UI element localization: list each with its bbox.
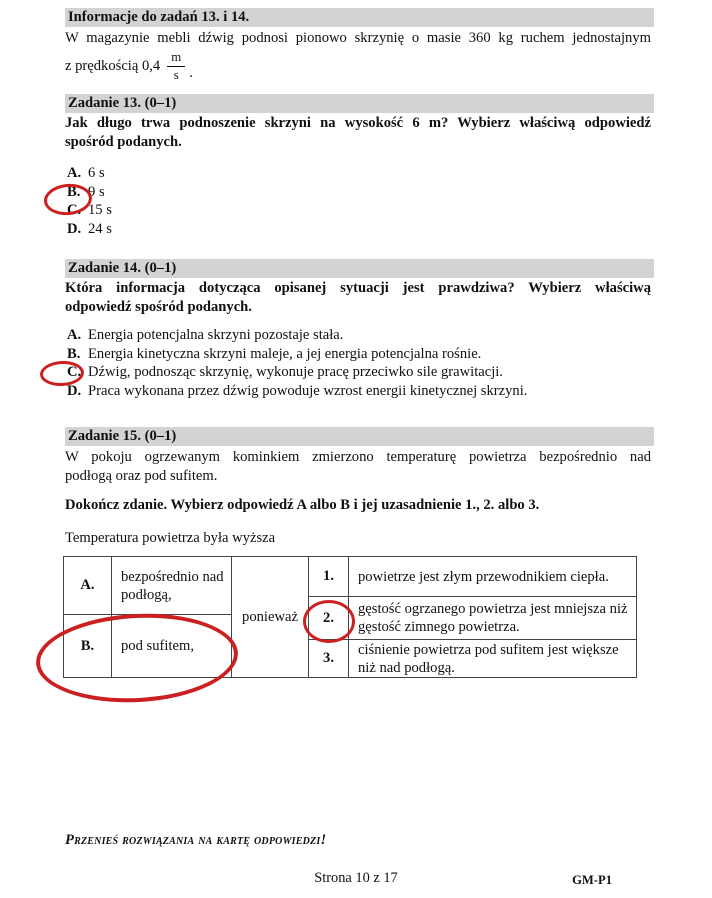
option-text: Energia potencjalna skrzyni pozostaje stała. xyxy=(88,327,344,343)
option-letter: B. xyxy=(67,183,81,200)
task14-options xyxy=(65,326,651,400)
option-text: Energia kinetyczna skrzyni maleje, a jej energia potencjalna rośnie. xyxy=(88,345,482,362)
option-letter: A. xyxy=(67,165,82,181)
speed-text: z prędkością 0,4 xyxy=(65,57,161,74)
task14-option-c xyxy=(65,363,651,382)
task13-header: Zadanie 13. (0–1) xyxy=(65,94,654,113)
task14-option-d xyxy=(65,382,651,401)
task13-option-c xyxy=(65,201,651,220)
task15-instruction: Dokończ zdanie. Wybierz odpowiedź A albo B i jej uzasadnienie 1., 2. albo 3. xyxy=(65,497,540,513)
task13-option-d xyxy=(65,220,651,239)
task15-intro-line1: W pokoju ogrzewanym kominkiem zmierzono temperaturę powietrza bezpośrednio nad xyxy=(65,449,651,465)
option-text: Praca wykonana przez dźwig powoduje wzrost energii kinetycznej skrzyni. xyxy=(88,382,528,399)
option-text: Dźwig, podnosząc skrzynię, wykonuje pracę przeciwko sile grawitacji. xyxy=(88,364,503,380)
option-letter: C. xyxy=(67,364,82,380)
reason-row-3 xyxy=(309,640,636,677)
fraction-denominator: s xyxy=(173,67,179,82)
task14-option-b xyxy=(65,345,651,364)
task13-question-line1: Jak długo trwa podnoszenie skrzyni na wysokość 6 m? Wybierz właściwą odpowiedź xyxy=(65,115,651,131)
option-text: 6 s xyxy=(88,165,105,181)
answer-row-b xyxy=(64,615,231,677)
reason-row-1 xyxy=(309,557,636,597)
option-letter: D. xyxy=(67,382,82,399)
reason-text: ciśnienie powietrza pod sufitem jest większe niż nad podłogą. xyxy=(358,641,619,676)
option-text: 24 s xyxy=(88,220,112,237)
option-letter: A. xyxy=(67,327,82,343)
answer-row-a xyxy=(64,557,231,615)
document-code: GM-P1 xyxy=(572,873,612,887)
option-text: 9 s xyxy=(88,183,105,200)
info-section-header: Informacje do zadań 13. i 14. xyxy=(65,8,654,27)
reason-label: 3. xyxy=(309,640,349,677)
task14-option-a xyxy=(65,326,651,345)
task15-header: Zadanie 15. (0–1) xyxy=(65,427,654,446)
reason-column-group xyxy=(309,557,636,677)
transfer-answers-note: Przenieś rozwiązania na kartę odpowiedzi! xyxy=(65,832,327,848)
answer-text: bezpośrednio nad podłogą, xyxy=(121,568,224,603)
page-number: Strona 10 z 17 xyxy=(314,870,398,886)
task15-answer-table xyxy=(63,556,637,678)
task15-intro-line2: podłogą oraz pod sufitem. xyxy=(65,468,218,484)
reason-text: gęstość ogrzanego powietrza jest mniejsza niż gęstość zimnego powietrza. xyxy=(358,601,628,635)
meters-per-second-fraction xyxy=(167,51,185,82)
sentence-period: . xyxy=(189,64,193,81)
reason-row-2 xyxy=(309,597,636,640)
info-paragraph-line2 xyxy=(65,51,651,82)
task14-header: Zadanie 14. (0–1) xyxy=(65,259,654,278)
task13-question-line2: spośród podanych. xyxy=(65,134,182,150)
info-paragraph-line1: W magazynie mebli dźwig podnosi pionowo skrzynię o masie 360 kg ruchem jednostajnym xyxy=(65,30,651,46)
option-letter: D. xyxy=(67,220,82,237)
reason-label: 2. xyxy=(309,597,349,639)
option-letter: B. xyxy=(67,345,81,362)
fraction-numerator: m xyxy=(167,51,185,67)
reason-text: powietrze jest złym przewodnikiem ciepła. xyxy=(358,568,609,585)
task13-option-a xyxy=(65,164,651,183)
reason-label: 1. xyxy=(309,557,349,596)
answer-label: B. xyxy=(64,615,112,677)
answer-column-group xyxy=(64,557,232,677)
answer-label: A. xyxy=(64,557,112,614)
task13-options xyxy=(65,164,651,238)
option-letter: C. xyxy=(67,202,82,218)
task13-option-b xyxy=(65,183,651,202)
connector-cell: ponieważ xyxy=(232,557,309,677)
option-text: 15 s xyxy=(88,202,112,218)
task14-question-line2: odpowiedź spośród podanych. xyxy=(65,299,252,315)
answer-text: pod sufitem, xyxy=(121,638,194,654)
task15-lead-sentence: Temperatura powietrza była wyższa xyxy=(65,530,276,546)
task14-question-line1: Która informacja dotycząca opisanej sytuacji jest prawdziwa? Wybierz właściwą xyxy=(65,280,651,296)
